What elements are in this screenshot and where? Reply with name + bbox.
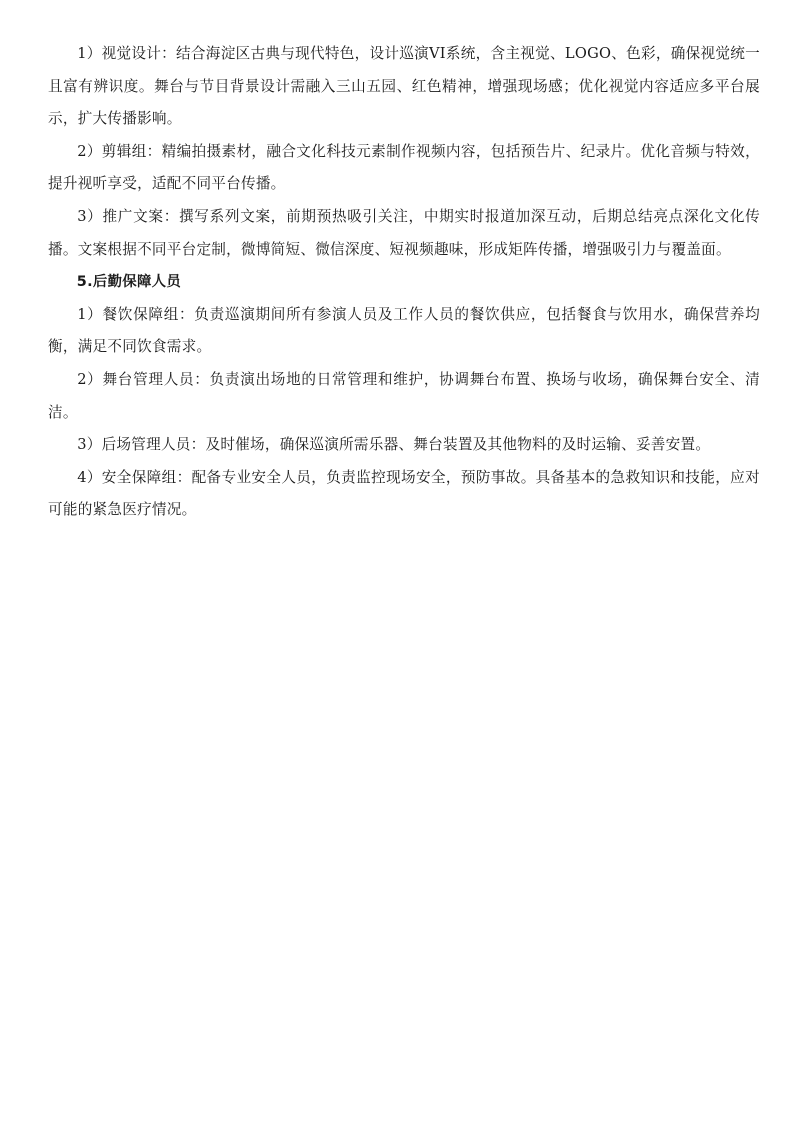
paragraph-backstage-management: 3）后场管理人员：及时催场，确保巡演所需乐器、舞台装置及其他物料的及时运输、妥善安置。 <box>77 436 711 454</box>
paragraph-promotion-copy: 3）推广文案：撰写系列文案，前期预热吸引关注，中期实时报道加深互动，后期总结亮点深化文化传播。文案根据不同平台定制，微博简短、微信深度、短视频趣味，形成矩阵传播，增强吸引力与覆盖面。 <box>48 207 760 258</box>
section-heading-logistics: 5.后勤保障人员 <box>76 274 182 291</box>
paragraph-visual-design: 1）视觉设计：结合海淀区古典与现代特色，设计巡演VI系统，含主视觉、LOGO、色彩，确保视觉统一且富有辨识度。舞台与节目背景设计需融入三山五园、红色精神，增强现场感；优化视觉内容适应多平台展示，扩大传播影响。 <box>48 45 760 128</box>
document-body <box>48 38 760 527</box>
paragraph-editing-team: 2）剪辑组：精编拍摄素材，融合文化科技元素制作视频内容，包括预告片、纪录片。优化音频与特效，提升视听享受，适配不同平台传播。 <box>48 142 760 193</box>
paragraph-stage-management: 2）舞台管理人员：负责演出场地的日常管理和维护，协调舞台布置、换场与收场，确保舞台安全、清洁。 <box>48 370 760 421</box>
paragraph-catering-team: 1）餐饮保障组：负责巡演期间所有参演人员及工作人员的餐饮供应，包括餐食与饮用水，确保营养均衡，满足不同饮食需求。 <box>48 305 760 356</box>
paragraph-safety-team: 4）安全保障组：配备专业安全人员，负责监控现场安全，预防事故。具备基本的急救知识和技能，应对可能的紧急医疗情况。 <box>48 468 760 519</box>
